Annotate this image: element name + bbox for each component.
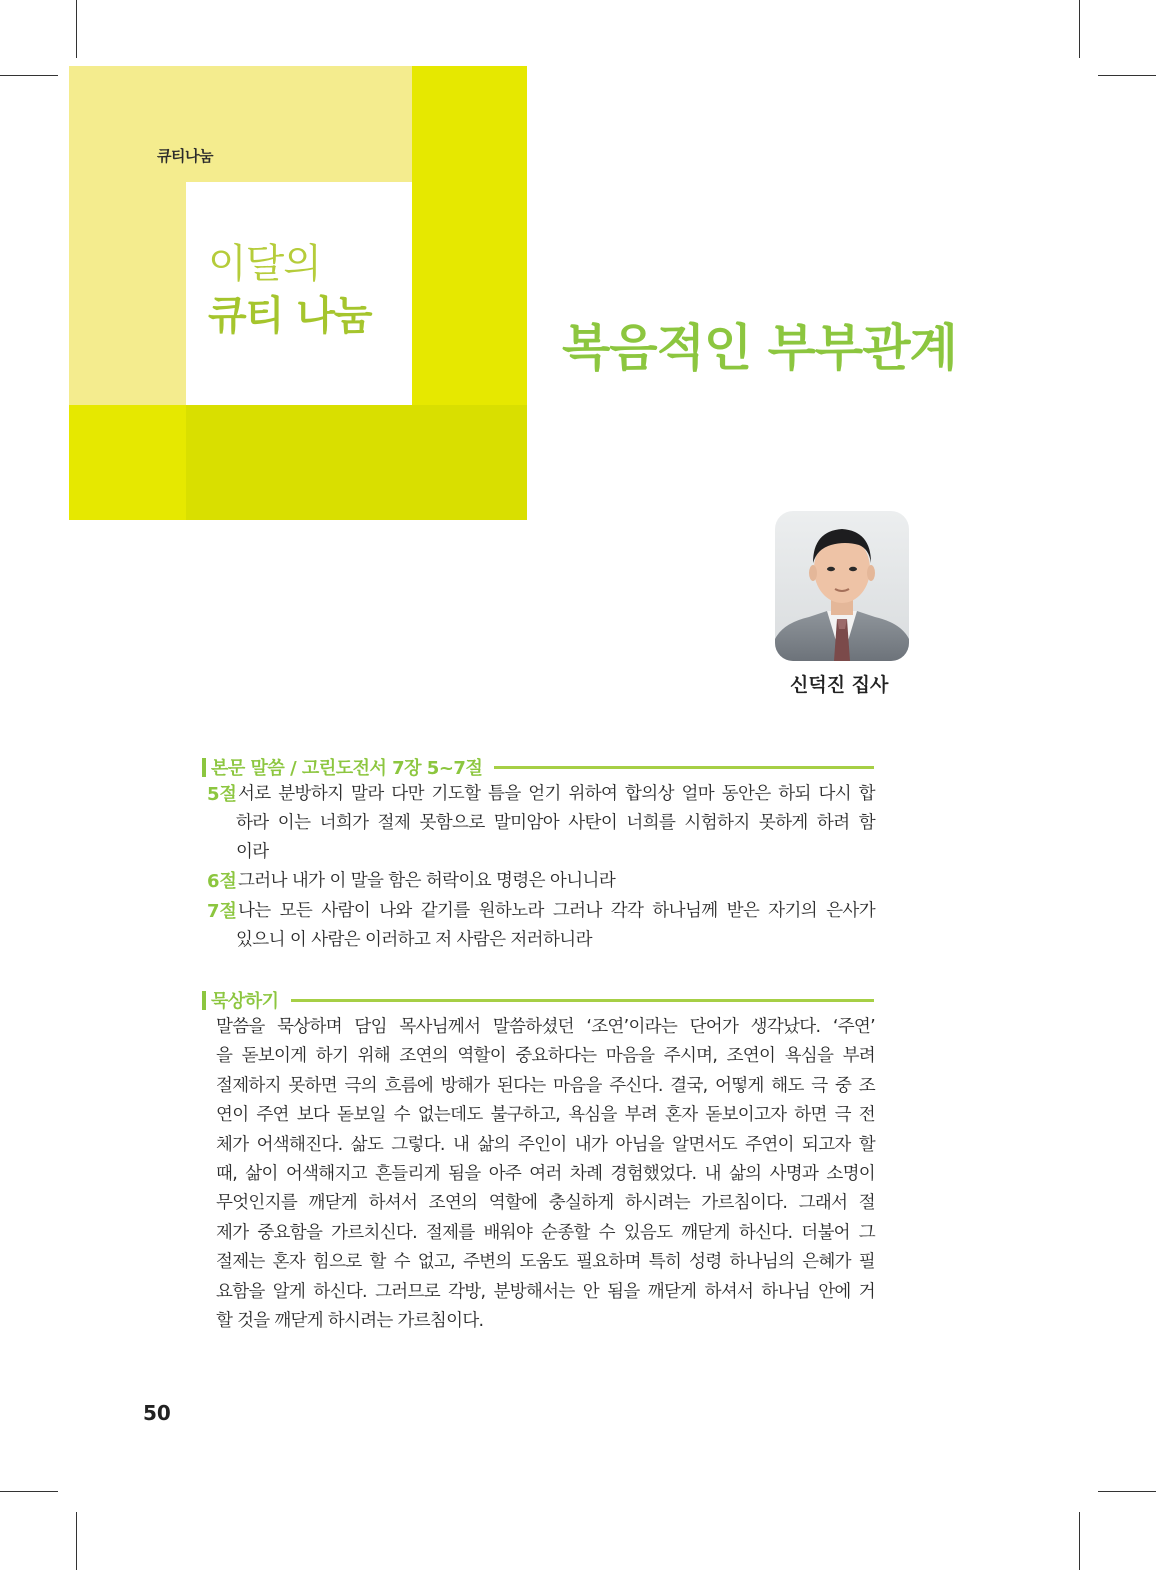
verse-line: 있으니 이 사람은 이러하고 저 사람은 저러하니라 xyxy=(236,930,592,950)
meditation-line: 연이 주연 보다 돋보일 수 없는데도 불구하고, 욕심을 부려 혼자 돋보이고자 하면 극 전 xyxy=(216,1105,875,1126)
crop-mark xyxy=(0,1491,58,1492)
header-block-lime-dark xyxy=(186,405,527,520)
meditation-heading xyxy=(202,987,874,1013)
meditation-line: 무엇인지를 깨닫게 하셔서 조연의 역할에 충실하게 하시려는 가르침이다. 그래서 절 xyxy=(216,1193,875,1214)
hero-title-line2: 큐티 나눔 xyxy=(208,293,372,339)
verse-5 xyxy=(207,780,875,867)
meditation-line: 절제하지 못하면 극의 흐름에 방해가 된다는 마음을 주신다. 결국, 어떻게 해도 극 중 조 xyxy=(216,1075,875,1096)
crop-mark xyxy=(0,75,58,76)
verse-number: 7절 xyxy=(207,901,237,922)
crop-mark xyxy=(1098,1491,1156,1492)
verse-line: 나는 모든 사람이 나와 같기를 원하노라 그러나 각각 하나님께 받은 자기의 은사가 xyxy=(238,901,875,921)
crop-mark xyxy=(76,1512,77,1570)
meditation-line: 을 돋보이게 하기 위해 조연의 역할이 중요하다는 마음을 주시며, 조연이 욕심을 부려 xyxy=(216,1046,875,1067)
scripture-heading xyxy=(202,754,874,780)
meditation-heading-text: 묵상하기 xyxy=(211,991,279,1012)
meditation-line: 절제는 혼자 힘으로 할 수 없고, 주변의 도움도 필요하며 특히 성령 하나님의 은혜가 필 xyxy=(216,1252,875,1273)
crop-mark xyxy=(1098,75,1156,76)
header-block-lime xyxy=(69,405,186,520)
page-number: 50 xyxy=(143,1401,171,1425)
heading-marker xyxy=(202,758,206,777)
verse-line: 서로 분방하지 말라 다만 기도할 틈을 얻기 위하여 합의상 얼마 동안은 하되 다시 합 xyxy=(238,784,875,804)
heading-rule xyxy=(291,999,874,1002)
header-block-lime xyxy=(412,66,527,407)
verse-number: 6절 xyxy=(207,871,237,892)
verse-line: 하라 이는 너희가 절제 못함으로 말미암아 사탄이 너희를 시험하지 못하게 하려 함 xyxy=(236,813,875,833)
meditation-line: 때, 삶이 어색해지고 흔들리게 됨을 아주 여러 차례 경험했었다. 내 삶의 사명과 소명이 xyxy=(216,1164,875,1185)
header-block-pale xyxy=(186,66,412,182)
scripture-heading-text: 본문 말씀 / 고린도전서 7장 5~7절 xyxy=(211,758,483,779)
verse-line: 그러나 내가 이 말을 함은 허락이요 명령은 아니니라 xyxy=(238,871,616,891)
verse-7 xyxy=(207,897,875,955)
meditation-line: 할 것을 깨닫게 하시려는 가르침이다. xyxy=(216,1311,484,1332)
heading-marker xyxy=(202,991,206,1010)
verse-number: 5절 xyxy=(207,784,237,805)
article-title: 복음적인 부부관계 xyxy=(562,319,957,377)
meditation-line: 제가 중요함을 가르치신다. 절제를 배워야 순종할 수 있음도 깨닫게 하신다. 더불어 그 xyxy=(216,1222,875,1243)
crop-mark xyxy=(1079,1512,1080,1570)
author-photo xyxy=(775,511,909,661)
heading-rule xyxy=(494,766,874,769)
meditation-body xyxy=(216,1013,875,1336)
crop-mark xyxy=(76,0,77,58)
meditation-line: 요함을 알게 하신다. 그러므로 각방, 분방해서는 안 됨을 깨닫게 하셔서 하나님 안에 거 xyxy=(216,1281,875,1302)
author-portrait-icon xyxy=(775,511,909,661)
verse-6 xyxy=(207,867,875,896)
hero-title-line1: 이달의 xyxy=(208,241,321,287)
author-name: 신덕진 집사 xyxy=(790,674,889,696)
header-block-pale xyxy=(69,66,186,407)
section-label: 큐티나눔 xyxy=(157,147,213,165)
verse-line: 이라 xyxy=(236,842,269,862)
meditation-line: 말씀을 묵상하며 담임 목사님께서 말씀하셨던 ‘조연’이라는 단어가 생각났다. ‘주연’ xyxy=(216,1017,875,1037)
meditation-line: 체가 어색해진다. 삶도 그렇다. 내 삶의 주인이 내가 아님을 알면서도 주연이 되고자 할 xyxy=(216,1134,875,1155)
crop-mark xyxy=(1079,0,1080,58)
